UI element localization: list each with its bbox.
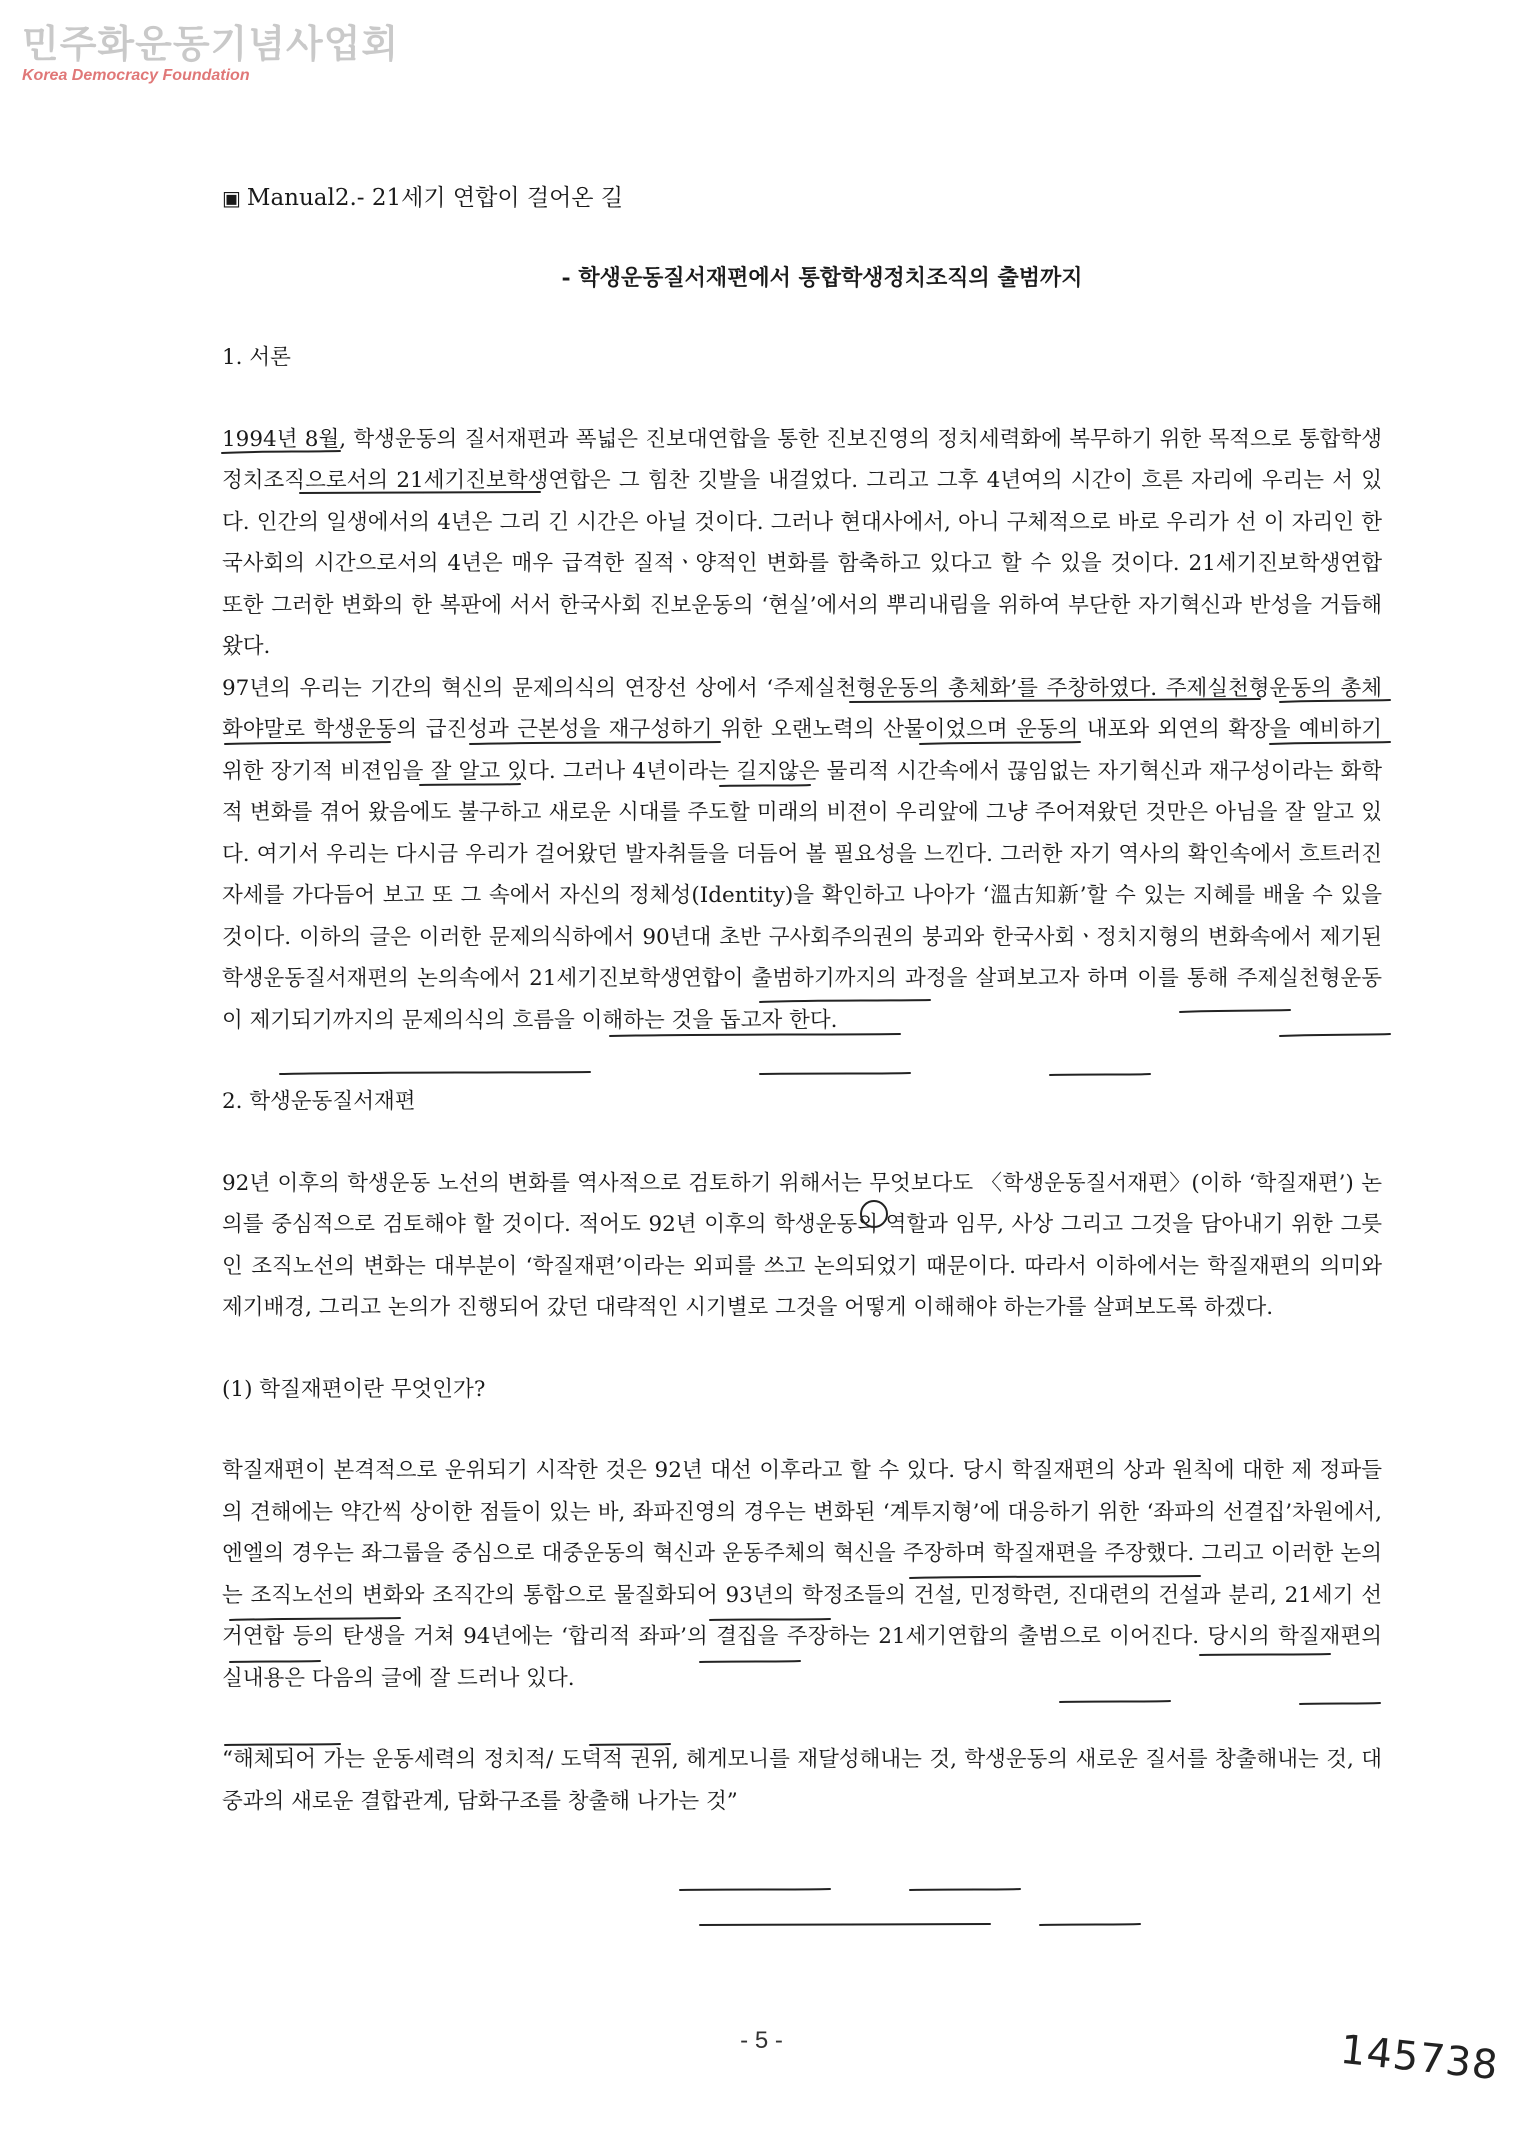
introduction-body <box>222 419 1382 1042</box>
paragraph: 학질재편이 본격적으로 운위되기 시작한 것은 92년 대선 이후라고 할 수 있다. 당시 학질재편의 상과 원칙에 대한 제 정파들의 견해에는 약간씩 상이한 점들이 있는 바, 좌파진영의 경우는 변화된 ‘계투지형’에 대응하기 위한 ‘좌파의 선결집’차원에서, 엔엘의 경우는 좌그룹을 중심으로 대중운동의 혁신과 운동주체의 혁신을 주장하며 학질재편을 주장했다. 그리고 이러한 논의는 조직노선의 변화와 조직간의 통합으로 물질화되어 93년의 학정조들의 건설, 민정학련, 진대련의 건설과 분리, 21세기 선거연합 등의 탄생을 거쳐 94년에는 ‘합리적 좌파’의 결집을 주장하는 21세기연합의 출범으로 이어진다. 당시의 학질재편의 실내용은 다음의 글에 잘 드러나 있다. <box>222 1458 1382 1691</box>
section-heading-introduction: 1. 서론 <box>222 345 291 370</box>
logo-korean-text: 민주화운동기념사업회 <box>22 22 400 66</box>
section-heading-reorganization: 2. 학생운동질서재편 <box>222 1089 416 1114</box>
page-number: - 5 - <box>740 2027 783 2054</box>
paragraph: 97년의 우리는 기간의 혁신의 문제의식의 연장선 상에서 ‘주제실천형운동의 총체화’를 주창하였다. 주제실천형운동의 총체화야말로 학생운동의 급진성과 근본성을 재구성하기 위한 오랜노력의 산물이었으며 운동의 내포와 외연의 확장을 예비하기 위한 장기적 비젼임을 잘 알고 있다. 그러나 4년이라는 길지않은 물리적 시간속에서 끊임없는 자기혁신과 재구성이라는 화학적 변화를 겪어 왔음에도 불구하고 새로운 시대를 주도할 미래의 비젼이 우리앞에 그냥 주어져왔던 것만은 아님을 잘 알고 있다. 여기서 우리는 다시금 우리가 걸어왔던 발자취들을 더듬어 볼 필요성을 느낀다. 그러한 자기 역사의 확인속에서 흐트러진 자세를 가다듬어 보고 또 그 속에서 자신의 정체성(Identity)을 확인하고 나아가 ‘溫古知新’할 수 있는 지혜를 배울 수 있을 것이다. 이하의 글은 이러한 문제의식하에서 90년대 초반 구사회주의권의 붕괴와 한국사회ㆍ정치지형의 변화속에서 제기된 학생운동질서재편의 논의속에서 21세기진보학생연합이 출범하기까지의 과정을 살펴보고자 하며 이를 통해 주제실천형운동이 제기되기까지의 문제의식의 흐름을 이해하는 것을 돕고자 한다. <box>222 675 1382 1033</box>
foundation-logo <box>22 22 399 86</box>
paragraph: 1994년 8월, 학생운동의 질서재편과 폭넓은 진보대연합을 통한 진보진영의 정치세력화에 복무하기 위한 목적으로 통합학생정치조직으로서의 21세기진보학생연합은 그 힘찬 깃발을 내걸었다. 그리고 그후 4년여의 시간이 흐른 자리에 우리는 서 있다. 인간의 일생에서의 4년은 그리 긴 시간은 아닐 것이다. 그러나 현대사에서, 아니 구체적으로 바로 우리가 선 이 자리인 한국사회의 시간으로서의 4년은 매우 급격한 질적ㆍ양적인 변화를 함축하고 있다고 할 수 있을 것이다. 21세기진보학생연합 또한 그러한 변화의 한 복판에 서서 한국사회 진보운동의 ‘현실’에서의 뿌리내림을 위하여 부단한 자기혁신과 반성을 거듭해왔다. <box>222 426 1382 659</box>
document-title <box>222 178 1382 220</box>
subsection-heading: (1) 학질재편이란 무엇인가? <box>222 1376 486 1402</box>
paragraph: 92년 이후의 학생운동 노선의 변화를 역사적으로 검토하기 위해서는 무엇보다도 〈학생운동질서재편〉(이하 ‘학질재편’) 논의를 중심적으로 검토해야 할 것이다. 적어도 92년 이후의 학생운동의 역할과 임무, 사상 그리고 그것을 담아내기 위한 그릇인 조직노선의 변화는 대부분이 ‘학질재편’이라는 외피를 쓰고 논의되었기 때문이다. 따라서 이하에서는 학질재편의 의미와 제기배경, 그리고 논의가 진행되어 갔던 대략적인 시기별로 그것을 어떻게 이해해야 하는가를 살펴보도록 하겠다. <box>222 1170 1382 1320</box>
document-page <box>222 178 1382 1822</box>
title-marker-icon: ▣ <box>222 186 241 210</box>
quotation: “해체되어 가는 운동세력의 정치적/ 도덕적 권위, 헤게모니를 재달성해내는 것, 학생운동의 새로운 질서를 창출해내는 것, 대중과의 새로운 결합관계, 담화구조를 창출해 나가는 것” <box>222 1747 1382 1814</box>
title-text: Manual2.- 21세기 연합이 걸어온 길 <box>246 185 624 211</box>
logo-english-text: Korea Democracy Foundation <box>22 67 250 84</box>
handwritten-archive-number: 145738 <box>1338 2026 1501 2090</box>
document-subtitle: - 학생운동질서재편에서 통합학생정치조직의 출범까지 <box>561 264 1083 291</box>
